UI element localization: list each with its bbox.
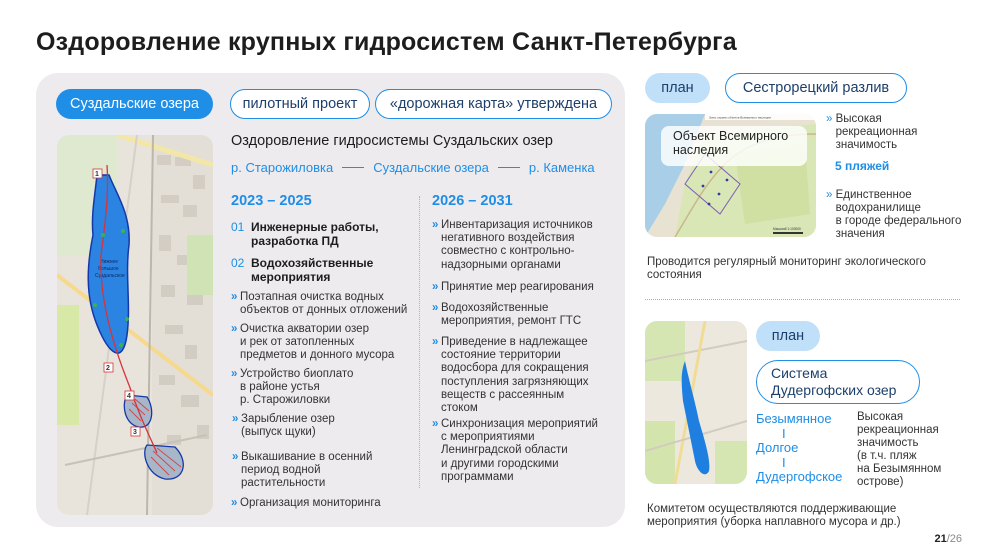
bullet-item	[432, 336, 589, 415]
badge-pilot: пилотный проект	[230, 89, 370, 119]
dudergof-fact: Высокая рекреационная значимость (в т.ч. пляж на Безымянном острове)	[857, 411, 942, 488]
fact-item	[826, 113, 917, 152]
bullet-icon: »	[432, 336, 439, 348]
map-scale: Масштаб 1:100000	[773, 227, 801, 231]
bullet-text: Очистка акватории озер и рек от затопленных предметов и донного мусора	[240, 323, 395, 362]
bullet-item	[432, 281, 594, 294]
period-2026-2031: 2026 – 2031	[432, 193, 513, 209]
map-marker-4: 4	[127, 393, 131, 400]
bullet-item	[231, 291, 407, 317]
suzdal-lakes-map	[57, 135, 213, 515]
bullet-text: Инвентаризация источников негативного воздействия совместно с контрольно- надзорными органами	[441, 219, 593, 271]
item-number: 02	[231, 256, 245, 270]
suzdal-subtitle: Оздоровление гидросистемы Суздальских озер	[231, 133, 553, 149]
page-current: 21	[934, 533, 947, 545]
bullet-icon: »	[232, 451, 239, 463]
fact-item	[826, 189, 961, 241]
section-divider	[645, 299, 960, 300]
route-dash	[342, 167, 364, 168]
numbered-item	[231, 220, 379, 248]
fact-text: Единственное водохранилище в городе федерального значения	[835, 189, 962, 240]
bullet-item	[432, 418, 598, 484]
svg-text:большое: большое	[98, 266, 119, 272]
bullet-icon: »	[432, 418, 439, 430]
beaches-count: 5 пляжей	[835, 159, 890, 173]
lake-sep: I	[782, 454, 786, 470]
bullet-text: Синхронизация мероприятий с мероприятиями Ленинградской области и другими городскими программами	[441, 418, 598, 483]
map-marker-2: 2	[106, 365, 110, 372]
bullet-text: Выкашивание в осенний период водной растительности	[241, 451, 373, 490]
river-route	[231, 160, 595, 175]
map-header: Зоны охраны объекта Всемирного наследия	[709, 115, 771, 120]
page-title: Оздоровление крупных гидросистем Санкт-Петербурга	[36, 28, 737, 56]
bullet-text: Зарыбление озер (выпуск щуки)	[241, 413, 335, 439]
bullet-icon: »	[231, 291, 238, 303]
bullet-item	[432, 219, 593, 272]
route-middle: Суздальские озера	[373, 160, 489, 175]
lake-dudergofskoe: Дудергофское	[756, 469, 843, 484]
svg-text:Нижнее: Нижнее	[100, 259, 119, 265]
bullet-icon: »	[232, 413, 239, 425]
item-text: Инженерные работы, разработка ПД	[251, 220, 379, 248]
bullet-item	[231, 323, 394, 363]
sestroretsk-map	[645, 114, 816, 237]
bullet-icon: »	[826, 113, 833, 125]
period-2023-2025: 2023 – 2025	[231, 193, 312, 209]
lakes-list	[756, 412, 846, 485]
bullet-icon: »	[826, 189, 833, 201]
maintenance-note: Комитетом осуществляются поддерживающие мероприятия (уборка наплавного мусора и др.)	[647, 503, 901, 528]
dudergof-map	[645, 321, 747, 484]
plan-badge-dudergof: план	[756, 321, 820, 351]
route-start: р. Старожиловка	[231, 160, 334, 175]
column-divider	[419, 196, 420, 488]
bullet-icon: »	[231, 323, 238, 335]
plan-badge-sestroretsk: план	[645, 73, 710, 103]
world-heritage-caption: Объект Всемирного наследия	[661, 126, 807, 166]
suzdal-map-graphic	[57, 135, 213, 515]
route-end: р. Каменка	[528, 160, 595, 175]
bullet-item	[432, 302, 581, 328]
dudergof-map-graphic	[645, 321, 747, 484]
item-number: 01	[231, 220, 245, 234]
bullet-item	[231, 497, 381, 510]
bullet-text: Водохозяйственные мероприятия, ремонт ГТС	[441, 302, 582, 328]
bullet-icon: »	[432, 219, 439, 231]
name-dudergof: Система Дудергофских озер	[756, 360, 920, 404]
item-text: Водохозяйственные мероприятия	[251, 256, 374, 284]
bullet-item	[232, 451, 372, 491]
map-marker-1: 1	[95, 171, 99, 178]
bullet-text: Принятие мер реагирования	[441, 281, 594, 293]
bullet-text: Устройство биоплато в районе устья р. Старожиловки	[240, 368, 354, 407]
bullet-icon: »	[231, 368, 238, 380]
tag-suzdal-lakes: Суздальские озера	[56, 89, 213, 119]
monitoring-note: Проводится регулярный мониторинг экологического состояния	[647, 256, 926, 281]
bullet-icon: »	[432, 281, 439, 293]
lake-bezymyannoe: Безымянное	[756, 411, 832, 426]
map-marker-3: 3	[133, 429, 137, 436]
svg-text:Суздальское: Суздальское	[95, 273, 125, 279]
bullet-icon: »	[432, 302, 439, 314]
page-number	[934, 533, 962, 545]
bullet-icon: »	[231, 497, 238, 509]
numbered-item	[231, 256, 373, 284]
bullet-text: Поэтапная очистка водных объектов от донных отложений	[240, 291, 408, 317]
route-dash	[498, 167, 520, 168]
bullet-text: Организация мониторинга	[240, 497, 381, 509]
badge-roadmap: «дорожная карта» утверждена	[375, 89, 612, 119]
bullet-item	[232, 413, 335, 439]
bullet-item	[231, 368, 353, 408]
lake-sep: I	[782, 425, 786, 441]
lake-dolgoe: Долгое	[756, 440, 799, 455]
page-total: /26	[946, 533, 962, 545]
name-sestroretsk: Сестрорецкий разлив	[725, 73, 907, 103]
fact-text: Высокая рекреационная значимость	[835, 113, 918, 151]
bullet-text: Приведение в надлежащее состояние территории водосбора для сокращения поступления загрязняющих веществ с рассеянным стоком	[441, 336, 589, 415]
